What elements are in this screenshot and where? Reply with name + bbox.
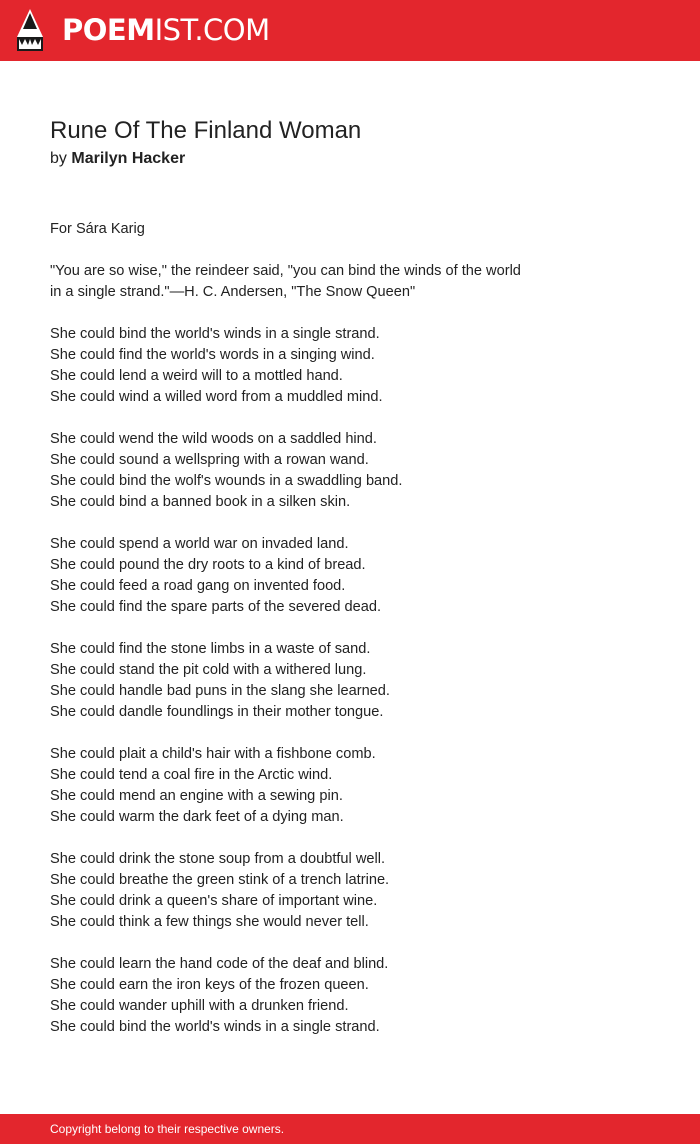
- stanza: [50, 324, 650, 408]
- poem-line: She could wend the wild woods on a saddled hind.: [50, 431, 377, 447]
- poem-body: [50, 219, 650, 1038]
- poem-line: She could breathe the green stink of a trench latrine.: [50, 872, 390, 888]
- stanza-gap: [50, 828, 650, 849]
- stanza: [50, 429, 650, 513]
- stanza: [50, 261, 650, 303]
- poem-line: She could tend a coal fire in the Arctic wind.: [50, 767, 333, 783]
- poem-line: She could stand the pit cold with a withered lung.: [50, 662, 367, 678]
- poem-line: She could lend a weird will to a mottled hand.: [50, 368, 343, 384]
- stanza-gap: [50, 240, 650, 261]
- stanza-gap: [50, 303, 650, 324]
- poem-line: in a single strand."—H. C. Andersen, "The Snow Queen": [50, 284, 416, 300]
- poem-line: She could bind a banned book in a silken skin.: [50, 494, 351, 510]
- stanza-gap: [50, 618, 650, 639]
- poem-line: She could find the spare parts of the severed dead.: [50, 599, 382, 615]
- poem-line: She could drink the stone soup from a doubtful well.: [50, 851, 386, 867]
- poem-line: "You are so wise," the reindeer said, "you can bind the winds of the world: [50, 263, 521, 279]
- stanza: [50, 744, 650, 828]
- poem-line: For Sára Karig: [50, 221, 145, 237]
- poem-line: She could plait a child's hair with a fishbone comb.: [50, 746, 376, 762]
- poem-line: She could wander uphill with a drunken friend.: [50, 998, 349, 1014]
- poem-line: She could sound a wellspring with a rowan wand.: [50, 452, 369, 468]
- poem-line: She could handle bad puns in the slang she learned.: [50, 683, 390, 699]
- stanza: [50, 954, 650, 1038]
- poem-line: She could find the world's words in a singing wind.: [50, 347, 375, 363]
- poem-line: She could bind the world's winds in a single strand.: [50, 326, 380, 342]
- poem-line: She could spend a world war on invaded land.: [50, 536, 349, 552]
- site-logo[interactable]: [62, 13, 270, 47]
- stanza-gap: [50, 723, 650, 744]
- stanza: [50, 849, 650, 933]
- stanza-gap: [50, 408, 650, 429]
- copyright-text: Copyright belong to their respective owners.: [50, 1122, 285, 1136]
- stanza-gap: [50, 513, 650, 534]
- site-header: [0, 0, 700, 61]
- poem-line: She could mend an engine with a sewing pin.: [50, 788, 343, 804]
- poem-line: She could bind the wolf's wounds in a swaddling band.: [50, 473, 403, 489]
- stanza: [50, 219, 650, 240]
- stanza: [50, 639, 650, 723]
- poem-title: Rune Of The Finland Woman: [50, 117, 362, 144]
- by-label: by: [50, 150, 67, 167]
- poem-line: She could think a few things she would never tell.: [50, 914, 369, 930]
- poem-line: She could feed a road gang on invented food.: [50, 578, 346, 594]
- poem-line: She could wind a willed word from a muddled mind.: [50, 389, 383, 405]
- byline: [50, 149, 185, 169]
- logo-text-bold: POEM: [62, 13, 155, 47]
- poem-line: She could earn the iron keys of the frozen queen.: [50, 977, 369, 993]
- poem-line: She could drink a queen's share of important wine.: [50, 893, 378, 909]
- poem-line: She could find the stone limbs in a waste of sand.: [50, 641, 371, 657]
- poem-line: She could pound the dry roots to a kind of bread.: [50, 557, 366, 573]
- site-footer: [0, 1114, 700, 1144]
- author-name[interactable]: Marilyn Hacker: [71, 150, 186, 167]
- stanza: [50, 534, 650, 618]
- poem-line: She could warm the dark feet of a dying man.: [50, 809, 344, 825]
- logo-text-light: IST.COM: [154, 13, 270, 47]
- poem-line: She could learn the hand code of the deaf and blind.: [50, 956, 389, 972]
- poem-line: She could bind the world's winds in a single strand.: [50, 1019, 380, 1035]
- poem-line: She could dandle foundlings in their mother tongue.: [50, 704, 384, 720]
- stanza-gap: [50, 933, 650, 954]
- pencil-tip-icon[interactable]: [17, 9, 43, 51]
